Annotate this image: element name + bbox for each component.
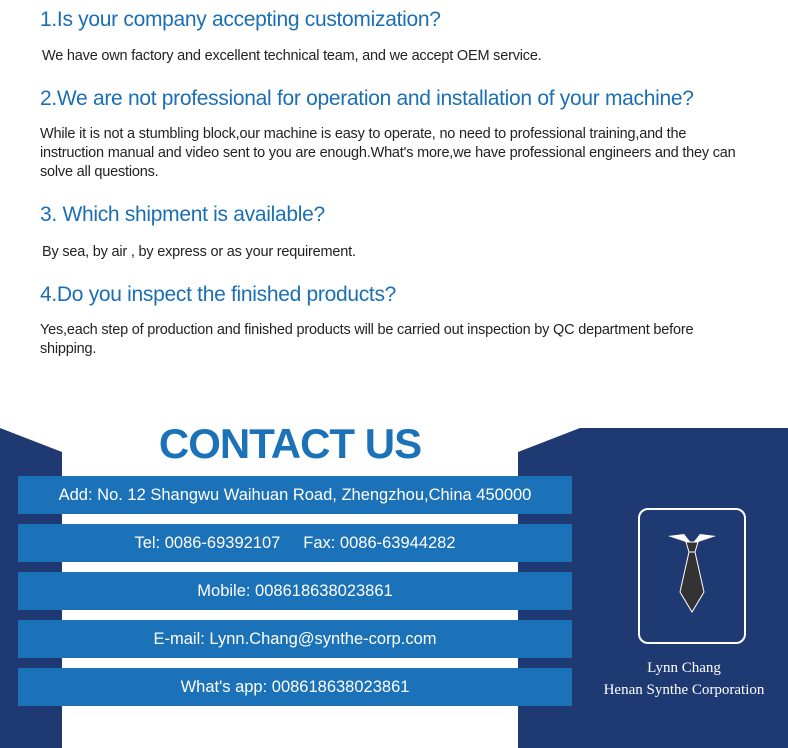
phone-bar: Tel: 0086-69392107 Fax: 0086-63944282	[18, 524, 572, 562]
faq-question-1: 1.Is your company accepting customization?	[40, 8, 441, 31]
faq-answer-2: While it is not a stumbling block,our machine is easy to operate, no need to professional training,and the instruction manual and video sent to you are enough.What's more,we have professional engineers and they can solve all questions.	[40, 126, 736, 180]
tie-icon	[660, 530, 724, 622]
email-bar: E-mail: Lynn.Chang@synthe-corp.com	[18, 620, 572, 658]
faq-question-3: 3. Which shipment is available?	[40, 203, 325, 226]
card-name: Lynn Chang	[647, 660, 721, 676]
faq-answer-1: We have own factory and excellent technical team, and we accept OEM service.	[42, 48, 542, 64]
faq-question-2: 2.We are not professional for operation and installation of your machine?	[40, 87, 694, 110]
business-card	[580, 428, 788, 748]
faq-answer-4: Yes,each step of production and finished products will be carried out inspection by QC department before shipping.	[40, 322, 694, 357]
contact-section	[0, 400, 788, 748]
tie-icon-frame	[638, 508, 746, 644]
contact-title: CONTACT US	[158, 420, 422, 467]
faq-question-4: 4.Do you inspect the finished products?	[40, 283, 397, 306]
faq-answer-3: By sea, by air , by express or as your requirement.	[42, 244, 356, 260]
mobile-bar: Mobile: 008618638023861	[18, 572, 572, 610]
card-company: Henan Synthe Corporation	[603, 682, 765, 698]
whatsapp-bar: What's app: 008618638023861	[18, 668, 572, 706]
address-bar: Add: No. 12 Shangwu Waihuan Road, Zhengzhou,China 450000	[18, 476, 572, 514]
